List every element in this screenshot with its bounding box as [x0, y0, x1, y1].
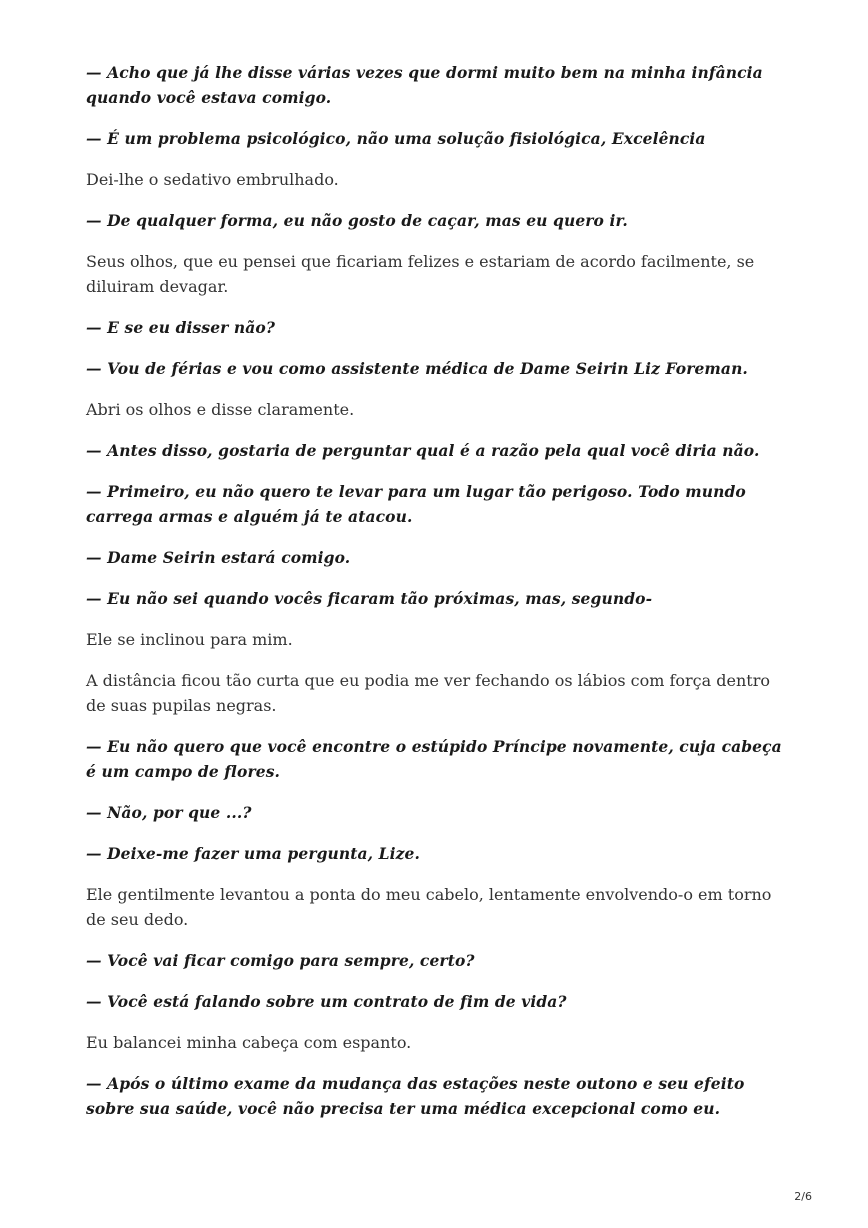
paragraph-16: — Não, por que ...? — [86, 803, 252, 822]
paragraph-12: — Eu não sei quando vocês ficaram tão próximas, mas, segundo- — [86, 589, 653, 608]
paragraph-18: Ele gentilmente levantou a ponta do meu cabelo, lentamente envolvendo-o em torno de seu dedo. — [86, 885, 772, 929]
paragraph-2: — É um problema psicológico, não uma solução fisiológica, Excelência — [86, 129, 706, 148]
paragraph-9: — Antes disso, gostaria de perguntar qual é a razão pela qual você diria não. — [86, 441, 760, 460]
paragraph-1: — Acho que já lhe disse várias vezes que dormi muito bem na minha infância quando você estava comigo. — [86, 63, 763, 107]
paragraph-17: — Deixe-me fazer uma pergunta, Lize. — [86, 844, 421, 863]
paragraph-19: — Você vai ficar comigo para sempre, certo? — [86, 951, 475, 970]
paragraph-13: Ele se inclinou para mim. — [86, 630, 293, 649]
paragraph-22: — Após o último exame da mudança das estações neste outono e seu efeito sobre sua saúde, você não precisa ter uma médica excepcional como eu. — [86, 1074, 745, 1118]
page-number: 2/6 — [794, 1190, 812, 1203]
paragraph-14: A distância ficou tão curta que eu podia me ver fechando os lábios com força dentro de suas pupilas negras. — [86, 671, 770, 715]
document-body — [86, 60, 786, 1137]
paragraph-8: Abri os olhos e disse claramente. — [86, 400, 355, 419]
paragraph-4: — De qualquer forma, eu não gosto de caçar, mas eu quero ir. — [86, 211, 628, 230]
paragraph-10: — Primeiro, eu não quero te levar para um lugar tão perigoso. Todo mundo carrega armas e alguém já te atacou. — [86, 482, 746, 526]
paragraph-5: Seus olhos, que eu pensei que ficariam felizes e estariam de acordo facilmente, se diluiram devagar. — [86, 252, 755, 296]
paragraph-11: — Dame Seirin estará comigo. — [86, 548, 351, 567]
paragraph-7: — Vou de férias e vou como assistente médica de Dame Seirin Liz Foreman. — [86, 359, 748, 378]
paragraph-20: — Você está falando sobre um contrato de fim de vida? — [86, 992, 567, 1011]
paragraph-21: Eu balancei minha cabeça com espanto. — [86, 1033, 412, 1052]
paragraph-6: — E se eu disser não? — [86, 318, 276, 337]
paragraph-3: Dei-lhe o sedativo embrulhado. — [86, 170, 339, 189]
paragraph-15: — Eu não quero que você encontre o estúpido Príncipe novamente, cuja cabeça é um campo de flores. — [86, 737, 782, 781]
